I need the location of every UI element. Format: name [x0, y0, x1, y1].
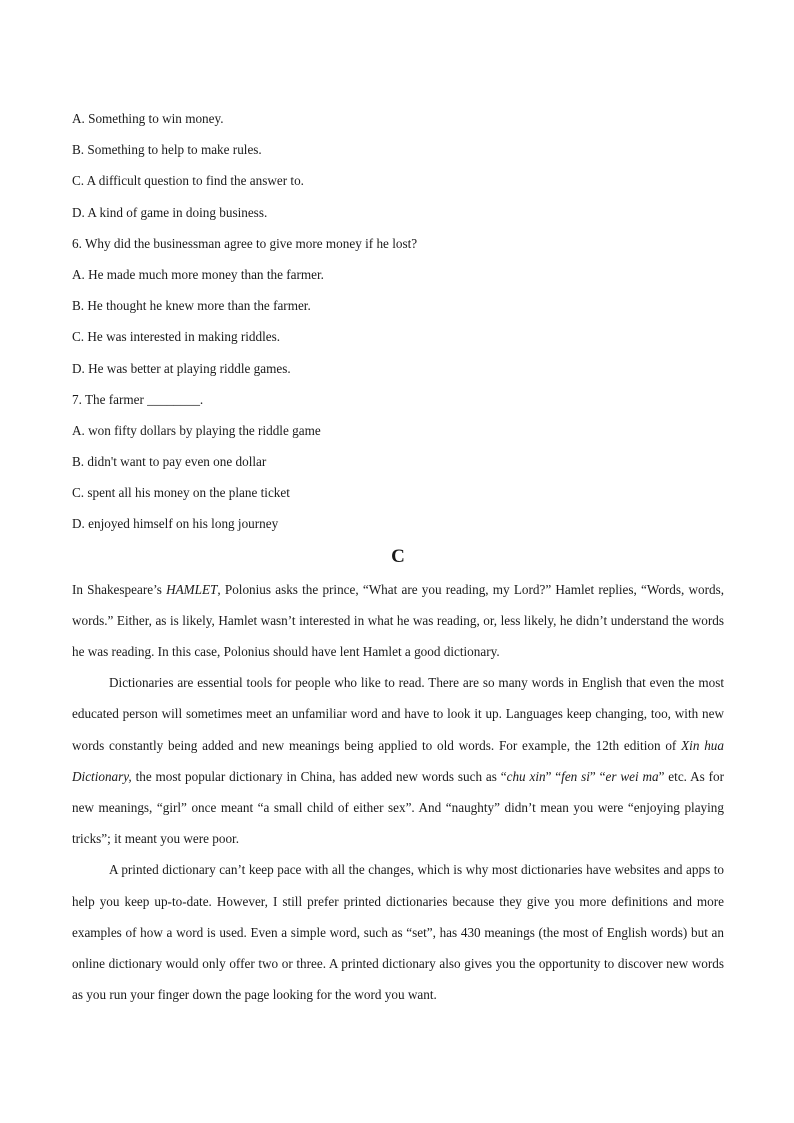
question-7 — [72, 384, 724, 540]
option-6c: C. He was interested in making riddles. — [72, 329, 281, 345]
option-7b: B. didn't want to pay even one dollar — [72, 454, 267, 470]
document-page — [72, 103, 724, 1010]
passage-c — [72, 574, 724, 1011]
option-6b: B. He thought he knew more than the farmer. — [72, 298, 311, 314]
option-5b: B. Something to help to make rules. — [72, 142, 262, 158]
option-6d: D. He was better at playing riddle games. — [72, 360, 291, 376]
hamlet-title: HAMLET — [166, 581, 218, 597]
option-6a: A. He made much more money than the farmer. — [72, 266, 324, 282]
section-c-heading: C — [391, 545, 405, 567]
option-7d: D. enjoyed himself on his long journey — [72, 516, 279, 532]
passage-paragraph-3: A printed dictionary can’t keep pace with all the changes, which is why most dictionaries have websites and apps to help you keep up-to-date. However, I still prefer printed dictionaries because they give you more definitions and more examples of how a word is used. Even a simple word, such as “set”, has 430 meanings (the most of English words) but an online dictionary would only offer two or three. A printed dictionary also gives you the opportunity to discover new words as you run your finger down the page looking for the word you want. — [72, 862, 724, 1003]
xinhua-dictionary-title: Xin hua Dictionary, — [72, 737, 724, 784]
passage-paragraph-2 — [72, 667, 724, 854]
p2-text-c: ” “ — [545, 768, 562, 784]
word-chu-xin: chu xin — [506, 768, 546, 784]
option-7c: C. spent all his money on the plane ticket — [72, 485, 290, 501]
p2-text-e: ” etc. As for new meanings, “girl” once meant “a small child of either sex”. And “naughty” didn’t mean you were “enjoying playing tricks”; it meant you were poor. — [72, 768, 724, 847]
p2-text-b: the most popular dictionary in China, has added new words such as “ — [131, 768, 507, 784]
option-7a: A. won fifty dollars by playing the riddle game — [72, 422, 321, 438]
p1-text-a: In Shakespeare’s — [72, 581, 167, 597]
p2-text-d: ” “ — [589, 768, 606, 784]
p2-text-a: Dictionaries are essential tools for people who like to read. There are so many words in English that even the most educated person will sometimes meet an unfamiliar word and have to look it up. Languages keep changing, too, with new words constantly being added and new meanings being applied to old words. For example, the 12th edition of — [72, 675, 724, 753]
passage-paragraph-1 — [72, 574, 724, 668]
word-fen-si: fen si — [561, 768, 590, 784]
question-5-options — [72, 103, 724, 228]
question-6 — [72, 228, 724, 384]
question-7-text: 7. The farmer ________. — [72, 391, 204, 407]
option-5a: A. Something to win money. — [72, 111, 224, 126]
option-5c: C. A difficult question to find the answer to. — [72, 173, 304, 189]
question-6-text: 6. Why did the businessman agree to give more money if he lost? — [72, 235, 418, 251]
option-5d: D. A kind of game in doing business. — [72, 204, 268, 220]
p1-text-b: , Polonius asks the prince, “What are you reading, my Lord?” Hamlet replies, “Words, words, words.” Either, as is likely, Hamlet wasn’t interested in what he was reading, or, less likely, he didn’t understand the words he was reading. In this case, Polonius should have lent Hamlet a good dictionary. — [72, 581, 724, 660]
word-er-wei-ma: er wei ma — [605, 768, 659, 784]
